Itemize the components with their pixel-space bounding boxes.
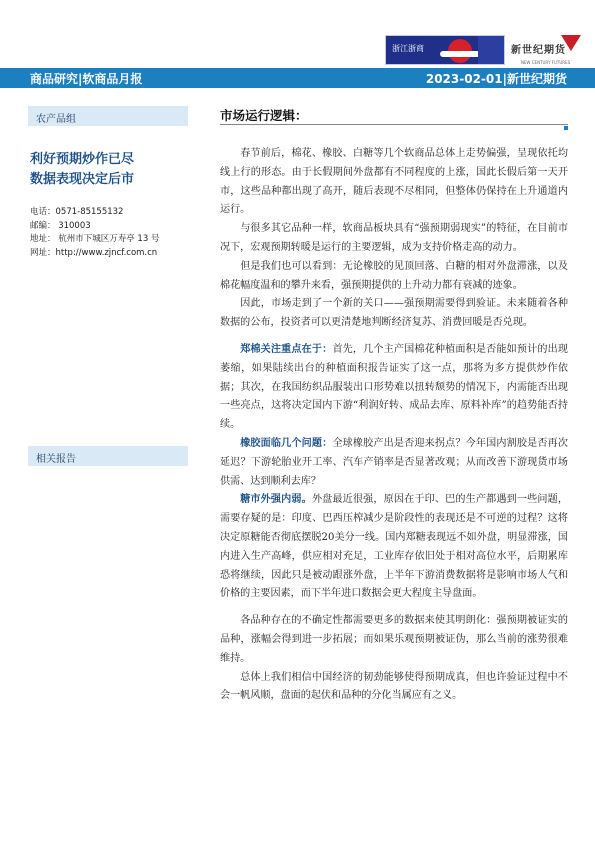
- sugar-lead: 糖市外强内弱。: [240, 494, 312, 506]
- rubber-lead: 橡胶面临几个问题：: [240, 437, 333, 449]
- contact-phone: 电话：0571-85155132: [30, 207, 124, 217]
- paragraph-3: 但是我们也可以看到：无论橡胶的见顶回落、白糖的相对外盘滞涨，以及棉花幅度温和的攀升来看，强预期提供的上升动力都有衰减的迹象。: [220, 260, 568, 291]
- group-label: 农产品组: [36, 114, 76, 125]
- section-divider: [220, 124, 568, 125]
- zheshang-logo: [385, 35, 505, 65]
- paragraph-2: 与很多其它品种一样，软商品板块具有“强预期弱现实”的特征，在目前市况下，宏观预期转暖是运行的主要逻辑，成为支持价格走高的动力。: [220, 223, 568, 253]
- logo-block: [478, 36, 504, 64]
- xinshiji-logo-sub: NEW CENTURY FUTURES: [521, 60, 571, 65]
- xinshiji-logo: [511, 35, 581, 65]
- rubber-body: 全球橡胶产出是否迎来拐点？今年国内割胶是否再次延迟？下游轮胎业开工率、汽车产销率是否显著改观；从而改善下游现货市场供需、达到顺利去库？: [220, 437, 569, 487]
- contact-postcode: 邮编： 310003: [30, 220, 91, 231]
- zheshang-logo-text: 浙江浙商: [392, 44, 424, 53]
- paragraph-8: 各品种存在的不确定性都需要更多的数据来使其明朗化：强预期被证实的品种，涨幅会得到进一步拓展；而如果乐观预期被证伪，那么当前的涨势很难维持。: [220, 615, 568, 664]
- main-content: [220, 106, 568, 706]
- cotton-body: 首先，几个主产国棉花种植面积是否能如预计的出现萎缩，如果陆续出台的种植面积报告证实了这一点，那将为多方提供炒作依据；其次，在我国纺织品服装出口形势难以扭转颓势的情况下，内需能否出现一些亮点，这将决定国内下游“利润好转、成品去库、原料补库”的趋势能否持续。: [220, 343, 569, 431]
- group-label-box: [28, 106, 188, 126]
- paragraph-4: 因此，市场走到了一个新的关口——强预期需要得到验证。未来随着各种数据的公布，投资者可以更清楚地判断经济复苏、消费回暖是否兑现。: [220, 298, 568, 329]
- report-title: [30, 150, 190, 190]
- header-logos: [385, 34, 581, 66]
- header-bar: [0, 68, 595, 88]
- cotton-lead: 郑棉关注重点在于：: [240, 343, 333, 355]
- sugar-body: 外盘最近很强，原因在于印、巴的生产都遇到一些问题，需要存疑的是：印度、巴西压榨减少是阶段性的表现还是不可逆的过程？这将决定原糖能否彻底摆脱20美分一线。国内郑糖表现远不如外盘，明显滞涨，国内进入生产高峰，供应相对充足，工业库存依旧处于相对高位水平，后期累库恐将继续，因此只是被动跟涨外盘，上半年下游消费数据将是影响市场人气和价格的主要因素，而下半年进口数据会更大程度主导盘面。: [220, 494, 569, 600]
- related-reports-box: [28, 446, 188, 466]
- paragraph-cotton: [220, 341, 568, 435]
- contact-info: [30, 206, 200, 260]
- report-date-publisher: 2023-02-01|新世纪期货: [425, 72, 567, 86]
- report-category: 商品研究|软商品月报: [30, 72, 143, 86]
- xinshiji-logo-text: 新世纪期货: [511, 45, 566, 56]
- triangle-mark-icon: [561, 35, 581, 51]
- related-reports-label: 相关报告: [36, 454, 76, 465]
- paragraph-1: 春节前后，棉花、橡胶、白糖等几个软商品总体上走势偏强，呈现依托均线上行的形态。由于长假期间外盘都有不同程度的上涨，国此长假后第一天开市，这些品种都出现了高开，随后表现不尽相同，但整体仍保持在上升通道内运行。: [220, 148, 568, 216]
- section-title: 市场运行逻辑：: [220, 108, 308, 123]
- contact-address: 地址： 杭州市下城区万寿亭 13 号: [30, 234, 160, 244]
- wave-icon: [440, 51, 480, 57]
- paragraph-sugar: [220, 491, 568, 604]
- paragraph-rubber: [220, 435, 568, 491]
- contact-website[interactable]: 网址：http://www.zjncf.com.cn: [30, 247, 158, 258]
- report-title-line2: 数据表现决定后市: [30, 172, 135, 187]
- paragraph-9: 总体上我们相信中国经济的韧劲能够使得预期成真，但也许验证过程中不会一帆风顺，盘面的起伏和品种的分化当属应有之义。: [220, 671, 568, 702]
- report-title-line1: 利好预期炒作已尽: [30, 152, 135, 167]
